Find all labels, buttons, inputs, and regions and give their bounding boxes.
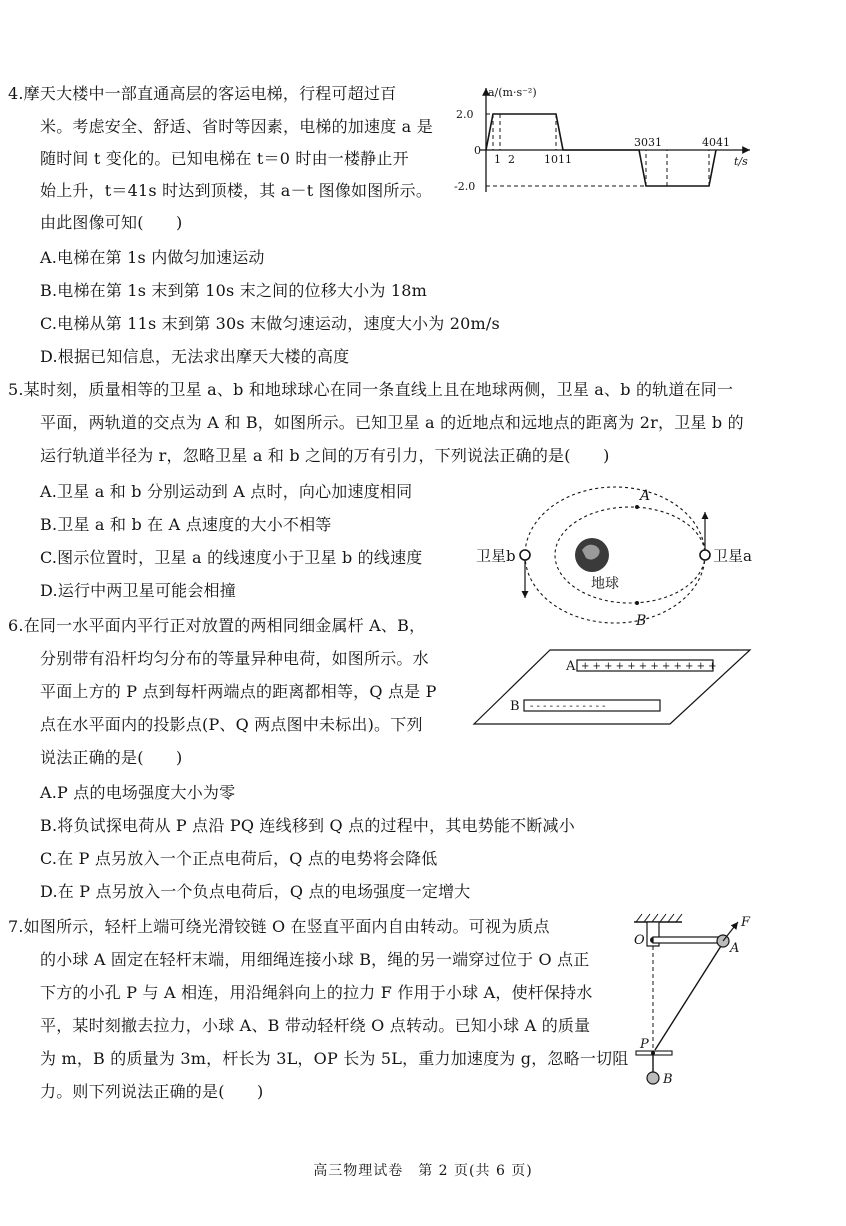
q5-stem-line-2: 平面，两轨道的交点为 A 和 B，如图所示。已知卫星 a 的近地点和远地点的距离为 2r，卫星 b 的	[40, 413, 744, 432]
rod-A-label: A	[566, 659, 576, 674]
q5-option-a: A.卫星 a 和 b 分别运动到 A 点时，向心加速度相同	[40, 482, 413, 501]
orbit-b	[525, 487, 705, 623]
q4-stem-line-2: 米。考虑安全、舒适、省时等因素，电梯的加速度 a 是	[40, 117, 433, 136]
q7-stem-line-4: 平，某时刻撤去拉力，小球 A、B 带动轻杆绕 O 点转动。已知小球 A 的质量	[40, 1016, 591, 1035]
q4-option-c: C.电梯从第 11s 末到第 30s 末做匀速运动，速度大小为 20m/s	[40, 314, 500, 333]
earth-label: 地球	[591, 576, 619, 592]
q6-stem-line-3: 平面上方的 P 点到每杆两端点的距离都相等，Q 点是 P	[40, 682, 437, 701]
q7-stem-line-3: 下方的小孔 P 与 A 相连，用沿绳斜向上的拉力 F 作用于小球 A，使杆保持水	[40, 983, 593, 1002]
q6-option-a: A.P 点的电场强度大小为零	[40, 783, 236, 802]
hole-P	[651, 1051, 655, 1055]
point-B-label: B	[636, 613, 647, 629]
q4-option-d: D.根据已知信息，无法求出摩天大楼的高度	[40, 347, 350, 366]
x-axis-label: t/s	[734, 155, 748, 168]
rod-A-charges: + + + + + + + + + + + +	[581, 661, 717, 672]
x-tick-41: 41	[716, 136, 730, 149]
q7-stem-line-2: 的小球 A 固定在轻杆末端，用细绳连接小球 B，绳的另一端穿过位于 O 点正	[40, 950, 590, 969]
rope-A-P	[655, 946, 721, 1050]
q4-stem-line-5: 由此图像可知( )	[40, 213, 183, 232]
q4-option-b: B.电梯在第 1s 末到第 10s 末之间的位移大小为 18m	[40, 281, 427, 300]
point-A-label: A	[640, 488, 651, 504]
q7-stem-line-1: 7.如图所示，轻杆上端可绕光滑铰链 O 在竖直平面内自由转动。可视为质点	[8, 917, 550, 936]
q5-stem-line-1: 5.某时刻，质量相等的卫星 a、b 和地球球心在同一条直线上且在地球两侧，卫星 a、b 的轨道在同一	[8, 380, 734, 399]
q7-stem-line-5: 为 m，B 的质量为 3m，杆长为 3L，OP 长为 5L，重力加速度为 g，忽略一切阻	[40, 1049, 629, 1068]
light-rod	[653, 937, 721, 943]
x-tick-10: 10	[544, 153, 558, 166]
q7-lever-figure	[622, 908, 772, 1093]
rod-B-label: B	[510, 699, 520, 714]
q4-at-graph	[450, 82, 760, 202]
x-tick-40: 40	[702, 136, 716, 149]
label-A: A	[730, 941, 740, 956]
q5-orbit-figure	[470, 480, 770, 640]
satellite-a	[700, 550, 710, 560]
q6-option-d: D.在 P 点另放入一个负点电荷后，Q 点的电场强度一定增大	[40, 882, 471, 901]
label-B: B	[663, 1072, 673, 1087]
label-F: F	[741, 915, 751, 930]
label-P: P	[640, 1037, 649, 1052]
q6-option-b: B.将负试探电荷从 P 点沿 PQ 连线移到 Q 点的过程中，其电势能不断减小	[40, 816, 575, 835]
q5-option-c: C.图示位置时，卫星 a 的线速度小于卫星 b 的线速度	[40, 548, 423, 567]
q4-stem-line-1: 4.摩天大楼中一部直通高层的客运电梯，行程可超过百	[8, 84, 397, 103]
q6-option-c: C.在 P 点另放入一个正点电荷后，Q 点的电势将会降低	[40, 849, 438, 868]
x-tick-31: 31	[648, 136, 662, 149]
page-footer: 高三物理试卷 第 2 页(共 6 页)	[313, 1163, 533, 1179]
x-tick-1: 1	[494, 153, 501, 166]
satellite-a-label: 卫星a	[713, 547, 752, 565]
q4-stem-line-4: 始上升，t＝41s 时达到顶楼，其 a－t 图像如图所示。	[40, 181, 433, 200]
y-axis-label: a/(m·s⁻²)	[488, 86, 537, 99]
y-tick-0: 0	[474, 144, 481, 157]
satellite-b	[520, 550, 530, 560]
q6-stem-line-1: 6.在同一水平面内平行正对放置的两相同细金属杆 A、B，	[8, 616, 426, 635]
q6-stem-line-2: 分别带有沿杆均匀分布的等量异种电荷，如图所示。水	[40, 649, 429, 668]
y-tick-2: 2.0	[456, 108, 474, 121]
x-tick-30: 30	[634, 136, 648, 149]
ball-B	[647, 1072, 659, 1084]
rod-B-charges: - - - - - - - - - - - -	[530, 701, 606, 712]
label-O: O	[634, 933, 645, 948]
x-tick-11: 11	[558, 153, 572, 166]
q5-stem-line-3: 运行轨道半径为 r，忽略卫星 a 和 b 之间的万有引力，下列说法正确的是( )	[40, 446, 610, 465]
q6-stem-line-4: 点在水平面内的投影点(P、Q 两点图中未标出)。下列	[40, 715, 423, 734]
q4-stem-line-3: 随时间 t 变化的。已知电梯在 t＝0 时由一楼静止开	[40, 149, 409, 168]
satellite-b-label: 卫星b	[476, 547, 516, 565]
q4-option-a: A.电梯在第 1s 内做匀加速运动	[40, 248, 265, 267]
q6-rods-figure	[470, 646, 760, 728]
y-tick-neg2: -2.0	[454, 180, 476, 193]
q6-stem-line-5: 说法正确的是( )	[40, 748, 183, 767]
q5-option-b: B.卫星 a 和 b 在 A 点速度的大小不相等	[40, 515, 332, 534]
x-tick-2: 2	[508, 153, 515, 166]
force-F-arrow	[723, 922, 738, 941]
q5-option-d: D.运行中两卫星可能会相撞	[40, 581, 236, 600]
q7-stem-line-6: 力。则下列说法正确的是( )	[40, 1082, 264, 1101]
